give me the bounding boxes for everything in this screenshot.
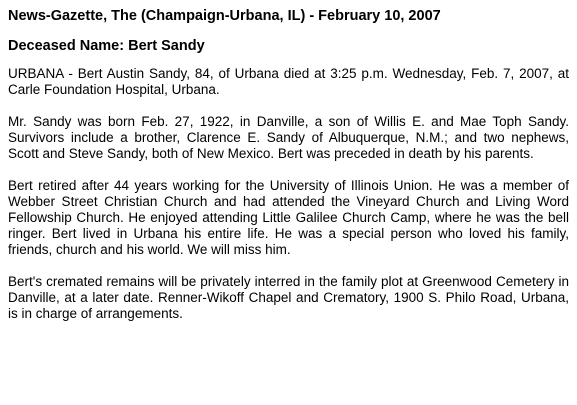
newspaper-headline: News-Gazette, The (Champaign-Urbana, IL) - February 10, 2007: [8, 8, 441, 24]
obituary-paragraph-family: Mr. Sandy was born Feb. 27, 1922, in Danville, a son of Willis E. and Mae Toph Sandy. Survivors include a brother, Clarence E. Sandy of Albuquerque, N.M.; and two nephews, Scott and Steve Sandy, both of New Mexico. Bert was preceded in death by his parents.: [8, 114, 569, 161]
obituary-paragraph-life: Bert retired after 44 years working for the University of Illinois Union. He was a member of Webber Street Christian Church and had attended the Vineyard Church and Living Word Fellowship Church. He enjoyed attending Little Galilee Church Camp, where he was the bell ringer. Bert lived in Urbana his entire life. He was a special person who loved his family, friends, church and his world. We will miss him.: [8, 178, 569, 257]
deceased-name-heading: Deceased Name: Bert Sandy: [8, 38, 205, 54]
obituary-paragraph-death-notice: URBANA - Bert Austin Sandy, 84, of Urbana died at 3:25 p.m. Wednesday, Feb. 7, 2007, at Carle Foundation Hospital, Urbana.: [8, 66, 569, 97]
obituary-paragraph-arrangements: Bert's cremated remains will be privately interred in the family plot at Greenwood Cemetery in Danville, at a later date. Renner-Wikoff Chapel and Crematory, 1900 S. Philo Road, Urbana, is in charge of arrangements.: [8, 274, 569, 321]
